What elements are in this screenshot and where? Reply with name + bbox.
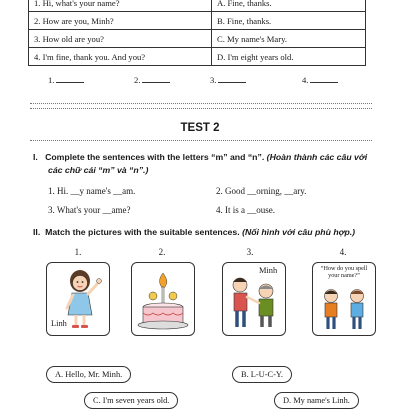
section-number: I. [33,152,38,162]
picture-4[interactable] [312,262,376,336]
picture-4-speech: “How do you spell your name?” [320,265,368,279]
section-translation: (Hoàn thành các câu với [266,152,368,162]
answer-blank-2[interactable] [134,75,170,85]
birthday-cake-illustration [132,263,194,335]
answer-line [310,82,338,83]
section-instruction: Complete the sentences with the letters “m” and “n”. [45,152,265,162]
exercise-item-3: 3. What's your __ame? [48,205,131,215]
option-c[interactable]: C. I'm seven years old. [84,392,178,409]
section-1-heading [33,152,367,162]
picture-2[interactable] [131,262,195,336]
table-row [29,48,366,66]
answer-line [218,82,246,83]
answer-blank-1[interactable] [48,75,84,85]
option-b[interactable]: B. L-U-C-Y. [232,366,292,383]
option-a[interactable]: A. Hello, Mr. Minh. [46,366,131,383]
exercise-item-1: 1. Hi. __y name's __am. [48,186,136,196]
picture-number: 2. [158,247,166,257]
divider [30,108,372,109]
picture-1[interactable] [46,262,110,336]
divider [30,140,372,141]
table-cell: 2. How are you, Minh? [29,12,212,30]
table-cell: C. My name's Mary. [212,30,366,48]
answer-blank-4[interactable] [302,75,338,85]
exercise-item-2: 2. Good __orning, __ary. [216,186,307,196]
answer-line [142,82,170,83]
answer-line [56,82,84,83]
picture-3[interactable] [222,262,286,336]
picture-1-label: Linh [51,319,67,328]
picture-number: 3. [246,247,254,257]
section-translation: (Nối hình với câu phù hợp.) [242,227,356,237]
section-number: II. [33,227,41,237]
table-row [29,0,366,12]
answer-number: 4. [302,75,309,85]
answer-blank-3[interactable] [210,75,246,85]
table-row [29,12,366,30]
answer-number: 1. [48,75,55,85]
table-cell: 1. Hi, what's your name? [29,0,212,12]
section-instruction: Match the pictures with the suitable sentences. [45,227,240,237]
picture-number: 4. [339,247,347,257]
table-cell: 3. How old are you? [29,30,212,48]
table-cell: D. I'm eight years old. [212,48,366,66]
picture-3-label: Minh [259,266,278,275]
picture-number: 1. [74,247,82,257]
table-cell: B. Fine, thanks. [212,12,366,30]
match-table [28,0,366,66]
option-d[interactable]: D. My name's Linh. [274,392,359,409]
table-row [29,30,366,48]
section-2-heading [33,227,355,237]
exercise-item-4: 4. It is a __ouse. [216,205,275,215]
answer-number: 2. [134,75,141,85]
divider [30,103,372,104]
table-cell: A. Fine, thanks. [212,0,366,12]
answer-number: 3. [210,75,217,85]
test-title: TEST 2 [180,122,220,134]
table-cell: 4. I'm fine, thank you. And you? [29,48,212,66]
section-1-translation-line2: các chữ cái “m” và “n”.) [48,165,149,175]
